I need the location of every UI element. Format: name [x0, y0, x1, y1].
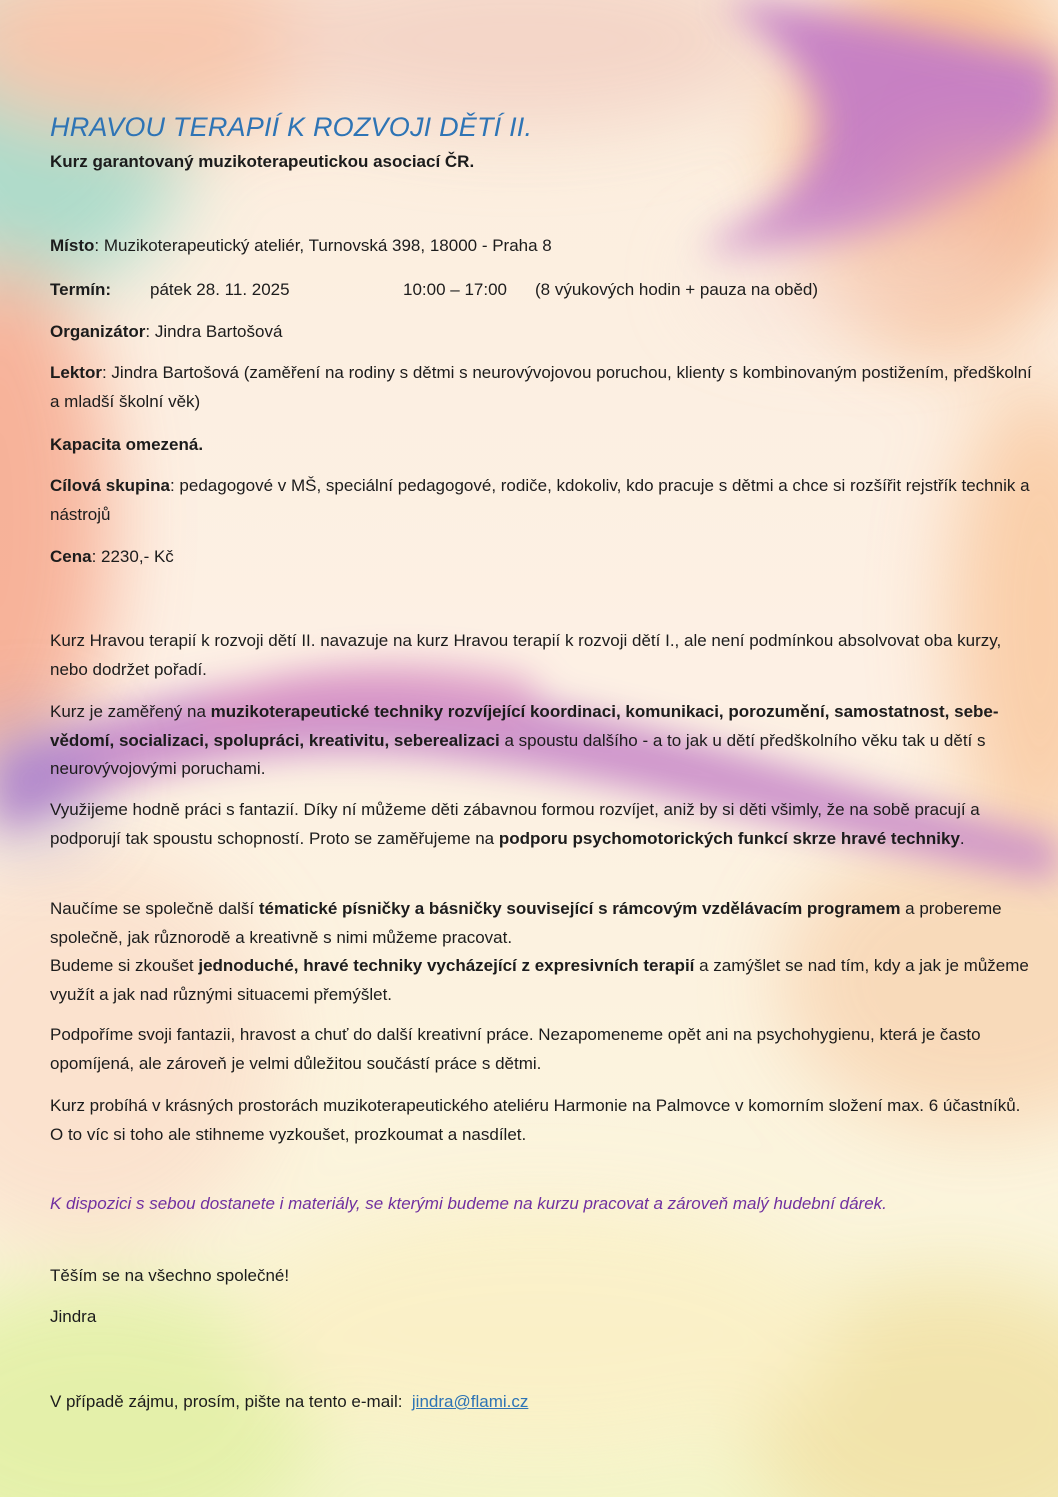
document-title: HRAVOU TERAPIÍ K ROZVOJI DĚTÍ II.	[50, 112, 533, 142]
target-group-label: Cílová skupina	[50, 476, 170, 495]
techniques-text-start: Budeme si zkoušet	[50, 956, 199, 975]
contact-line	[50, 1388, 528, 1416]
psychohygiene-paragraph: Podpoříme svoji fantazii, hravost a chuť do další kreativní práce. Nezapomeneme opět ani na psychohygienu, která je často opomíjená, ale zároveň je velmi důležitou součástí práce s dětmi.	[50, 1025, 981, 1073]
date-line	[50, 276, 950, 304]
materials-note: K dispozici s sebou dostanete i materiály, se kterými budeme na kurzu pracovat a zároveň malý hudební dárek.	[50, 1194, 887, 1213]
techniques-text-bold: jednoduché, hravé techniky vycházející z expresivních terapií	[198, 956, 695, 975]
fantasy-text-end: .	[959, 828, 965, 848]
date-label: Termín:	[50, 280, 112, 299]
lecturer-value: : Jindra Bartošová (zaměření na rodiny s dětmi s neurovývojovou poruchou, klienty s kombinovaným postižením, předškolní a mladší školní věk)	[50, 363, 1032, 411]
document-subtitle: Kurz garantovaný muzikoterapeutickou asociací ČR.	[50, 152, 475, 171]
fantasy-text-bold: podporu psychomotorických funkcí skrze hravé techniky	[498, 828, 960, 848]
lecturer-paragraph	[50, 359, 1035, 416]
closing-line: Těším se na všechno společné!	[50, 1266, 290, 1285]
contact-text: V případě zájmu, prosím, pište na tento e-mail:	[50, 1392, 403, 1411]
organizer-line	[50, 318, 282, 346]
lecturer-label: Lektor	[50, 363, 102, 382]
time-note: (8 výukových hodin + pauza na oběd)	[535, 280, 819, 299]
target-group-paragraph	[50, 472, 1035, 529]
email-link[interactable]: jindra@flami.cz	[411, 1392, 529, 1411]
organizer-value: : Jindra Bartošová	[145, 322, 283, 341]
techniques-text-end: a zamýšlet se nad tím, kdy a jak je můžeme využít a jak nad různými situacemi přemýšlet.	[50, 956, 1029, 1004]
capacity-text: Kapacita omezená.	[50, 435, 204, 454]
fantasy-paragraph	[50, 796, 1035, 853]
target-group-value: : pedagogové v MŠ, speciální pedagogové, rodiče, kdokoliv, kdo pracuje s dětmi a chce si rozšířit rejstřík technik a nástrojů	[50, 476, 1030, 524]
songs-text-start: Naučíme se společně další	[50, 899, 259, 918]
price-line	[50, 543, 174, 571]
fantasy-text-start: Využijeme hodně práci s fantazií. Díky ní můžeme děti zábavnou formou rozvíjet, aniž by si děti všimly, že na sobě pracují a podporují tak spoustu schopností. Proto se zaměřujeme na	[50, 800, 980, 848]
price-value: : 2230,- Kč	[91, 547, 174, 566]
location-line	[50, 232, 552, 260]
focus-text-bold: muzikoterapeutické techniky rozvíjející koordinaci, komunikaci, porozumění, samostatnost, sebe-vědomí, socializaci, spolupráci, kreativitu, seberealizaci	[50, 702, 999, 750]
location-value: : Muzikoterapeutický ateliér, Turnovská 398, 18000 - Praha 8	[94, 236, 552, 255]
time-value: 10:00 – 17:00	[403, 280, 507, 299]
focus-text-end: a spoustu dalšího - a to jak u dětí předškolního věku tak u dětí s neurovývojovými poruchami.	[50, 730, 986, 778]
location-label: Místo	[50, 236, 95, 255]
focus-text-start: Kurz je zaměřený na	[50, 702, 211, 721]
signature: Jindra	[50, 1307, 97, 1326]
focus-paragraph	[50, 698, 1035, 784]
price-label: Cena	[50, 547, 92, 566]
organizer-label: Organizátor	[50, 322, 146, 341]
songs-text-bold: tématické písničky a básničky související s rámcovým vzdělávacím programem	[258, 899, 901, 918]
intro-paragraph: Kurz Hravou terapií k rozvoji dětí II. navazuje na kurz Hravou terapií k rozvoji dětí I., ale není podmínkou absolvovat oba kurzy, nebo dodržet pořadí.	[50, 631, 1002, 679]
capacity-line	[50, 431, 203, 459]
date-value: pátek 28. 11. 2025	[150, 280, 290, 299]
venue-paragraph: Kurz probíhá v krásných prostorách muzikoterapeutického ateliéru Harmonie na Palmovce v komorním složení max. 6 účastníků. O to víc si toho ale stihneme vyzkoušet, prozkoumat a nasdílet.	[50, 1096, 1021, 1144]
songs-paragraph	[50, 895, 1035, 1009]
songs-text-end: a probereme společně, jak různorodě a kreativně s nimi můžeme pracovat.	[50, 899, 1002, 947]
